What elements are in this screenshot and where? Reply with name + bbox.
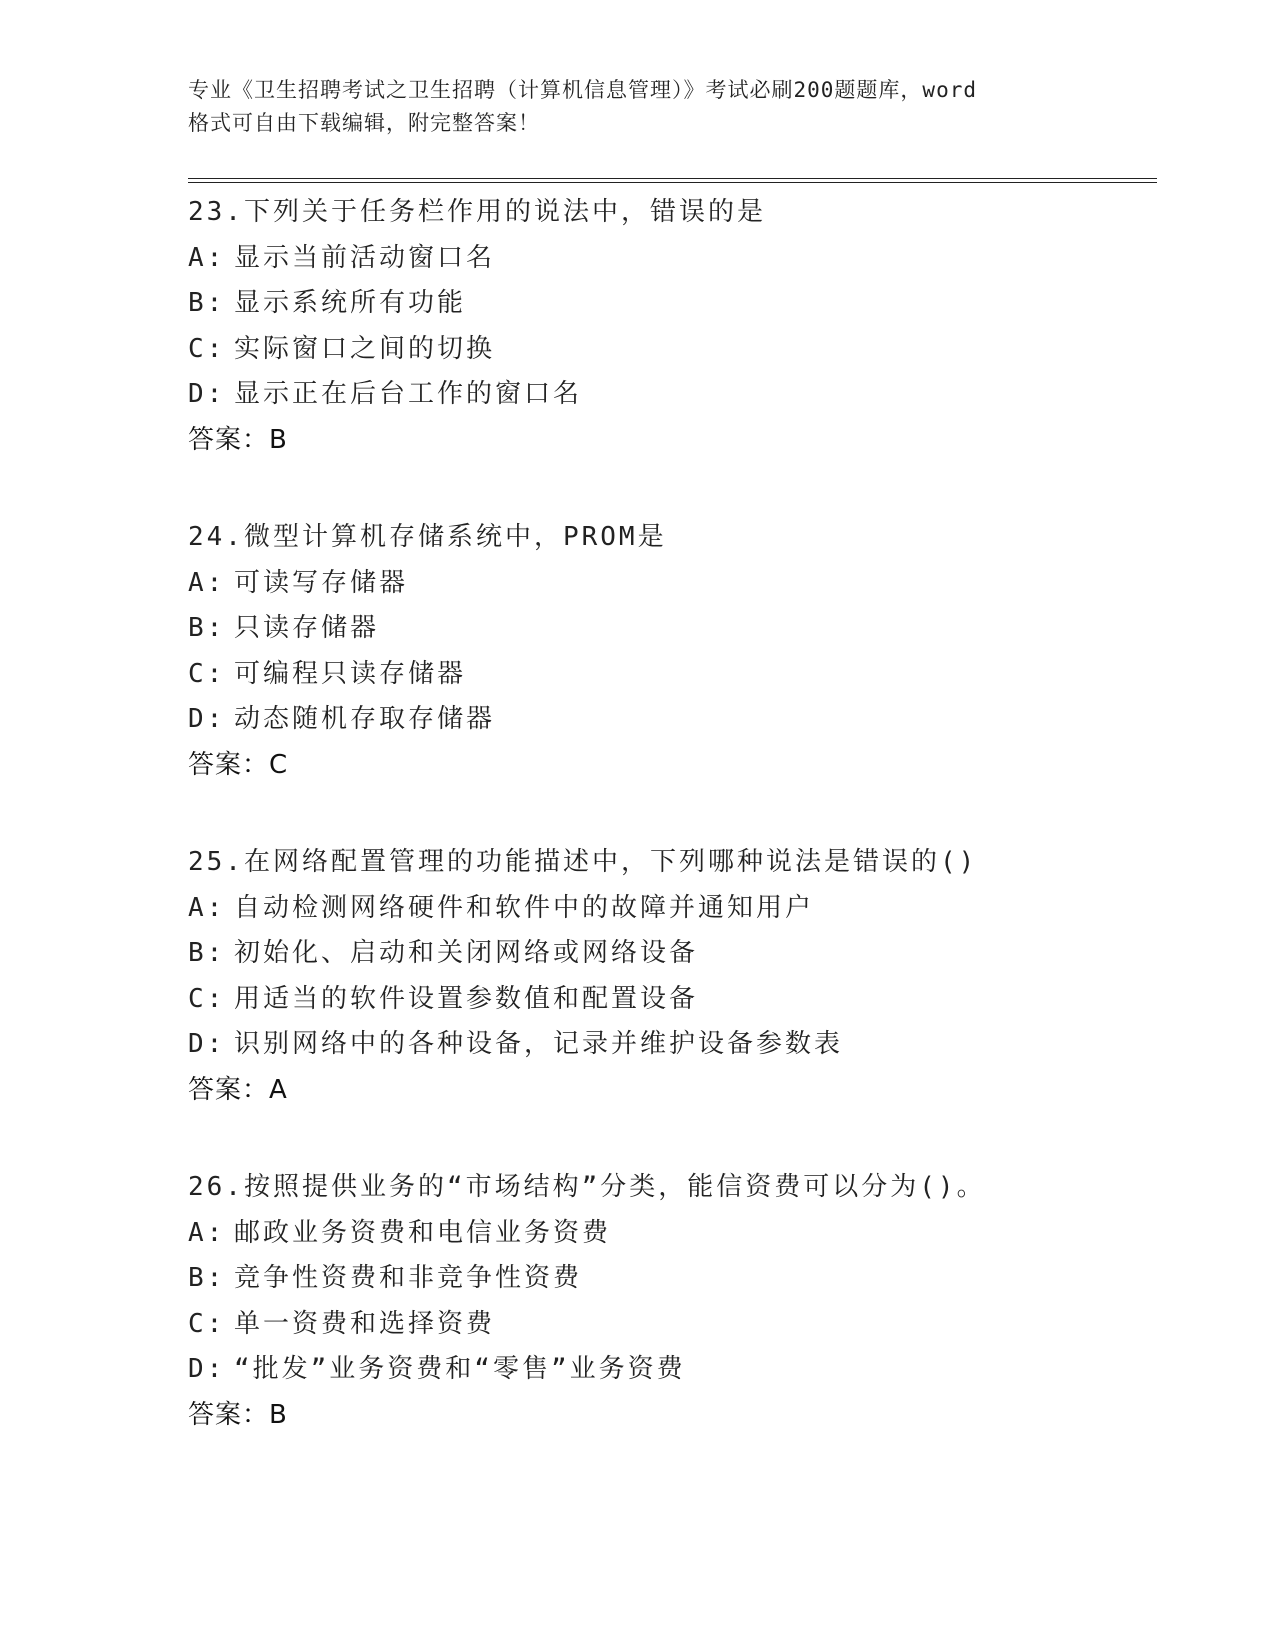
option-text: 实际窗口之间的切换 (234, 333, 496, 364)
option-text: 邮政业务资费和电信业务资费 (234, 1217, 612, 1248)
option-d (188, 1022, 1188, 1068)
option-c (188, 652, 1188, 698)
option-b (188, 281, 1188, 327)
option-text: 显示正在后台工作的窗口名 (234, 379, 583, 409)
question-26 (188, 1165, 1188, 1438)
option-label: A: (188, 567, 226, 598)
header-line-2: 格式可自由下载编辑，附完整答案！ (188, 111, 540, 135)
option-c (188, 1302, 1188, 1348)
option-text: 显示当前活动窗口名 (234, 242, 496, 273)
question-25 (188, 840, 1188, 1113)
option-d (188, 372, 1188, 418)
option-label: D: (188, 379, 226, 409)
option-label: D: (188, 704, 226, 734)
option-text: “批发”业务资费和“零售”业务资费 (234, 1354, 686, 1384)
option-label: B: (188, 288, 226, 318)
option-label: C: (188, 983, 226, 1014)
question-23 (188, 190, 1188, 463)
option-text: 显示系统所有功能 (234, 288, 467, 318)
option-text: 用适当的软件设置参数值和配置设备 (234, 983, 699, 1014)
option-text: 单一资费和选择资费 (234, 1308, 496, 1339)
option-text: 初始化、启动和关闭网络或网络设备 (234, 938, 699, 968)
option-text: 可读写存储器 (234, 567, 409, 598)
option-a (188, 1211, 1188, 1257)
option-text: 识别网络中的各种设备，记录并维护设备参数表 (234, 1029, 844, 1059)
option-text: 只读存储器 (234, 613, 380, 643)
option-label: C: (188, 1308, 226, 1339)
option-a (188, 236, 1188, 282)
option-c (188, 977, 1188, 1023)
option-label: B: (188, 613, 226, 643)
answer-line: 答案：B (188, 1399, 288, 1430)
question-stem: 25.在网络配置管理的功能描述中，下列哪种说法是错误的() (188, 847, 978, 877)
option-text: 竞争性资费和非竞争性资费 (234, 1263, 583, 1293)
answer-line: 答案：B (188, 424, 288, 455)
option-label: A: (188, 242, 226, 273)
option-text: 可编程只读存储器 (234, 658, 467, 689)
option-b (188, 1256, 1188, 1302)
option-label: D: (188, 1029, 226, 1059)
option-c (188, 327, 1188, 373)
option-label: A: (188, 892, 226, 923)
option-d (188, 1347, 1188, 1393)
header-divider (188, 178, 1157, 183)
option-a (188, 561, 1188, 607)
answer-line: 答案：C (188, 749, 289, 780)
option-label: B: (188, 938, 226, 968)
option-text: 自动检测网络硬件和软件中的故障并通知用户 (234, 892, 815, 923)
answer-line: 答案：A (188, 1074, 288, 1105)
option-label: D: (188, 1354, 226, 1384)
option-b (188, 606, 1188, 652)
question-stem: 23.下列关于任务栏作用的说法中，错误的是 (188, 197, 766, 227)
question-stem: 24.微型计算机存储系统中，PROM是 (188, 522, 667, 552)
question-list (188, 190, 1188, 1490)
question-24 (188, 515, 1188, 788)
option-a (188, 886, 1188, 932)
option-label: B: (188, 1263, 226, 1293)
option-d (188, 697, 1188, 743)
header-line-1: 专业《卫生招聘考试之卫生招聘（计算机信息管理）》考试必刷200题题库，word (188, 78, 977, 102)
option-label: A: (188, 1217, 226, 1248)
question-stem: 26.按照提供业务的“市场结构”分类，能信资费可以分为()。 (188, 1172, 986, 1202)
option-text: 动态随机存取存储器 (234, 704, 496, 734)
option-label: C: (188, 333, 226, 364)
option-label: C: (188, 658, 226, 689)
page-header (188, 74, 1088, 140)
option-b (188, 931, 1188, 977)
